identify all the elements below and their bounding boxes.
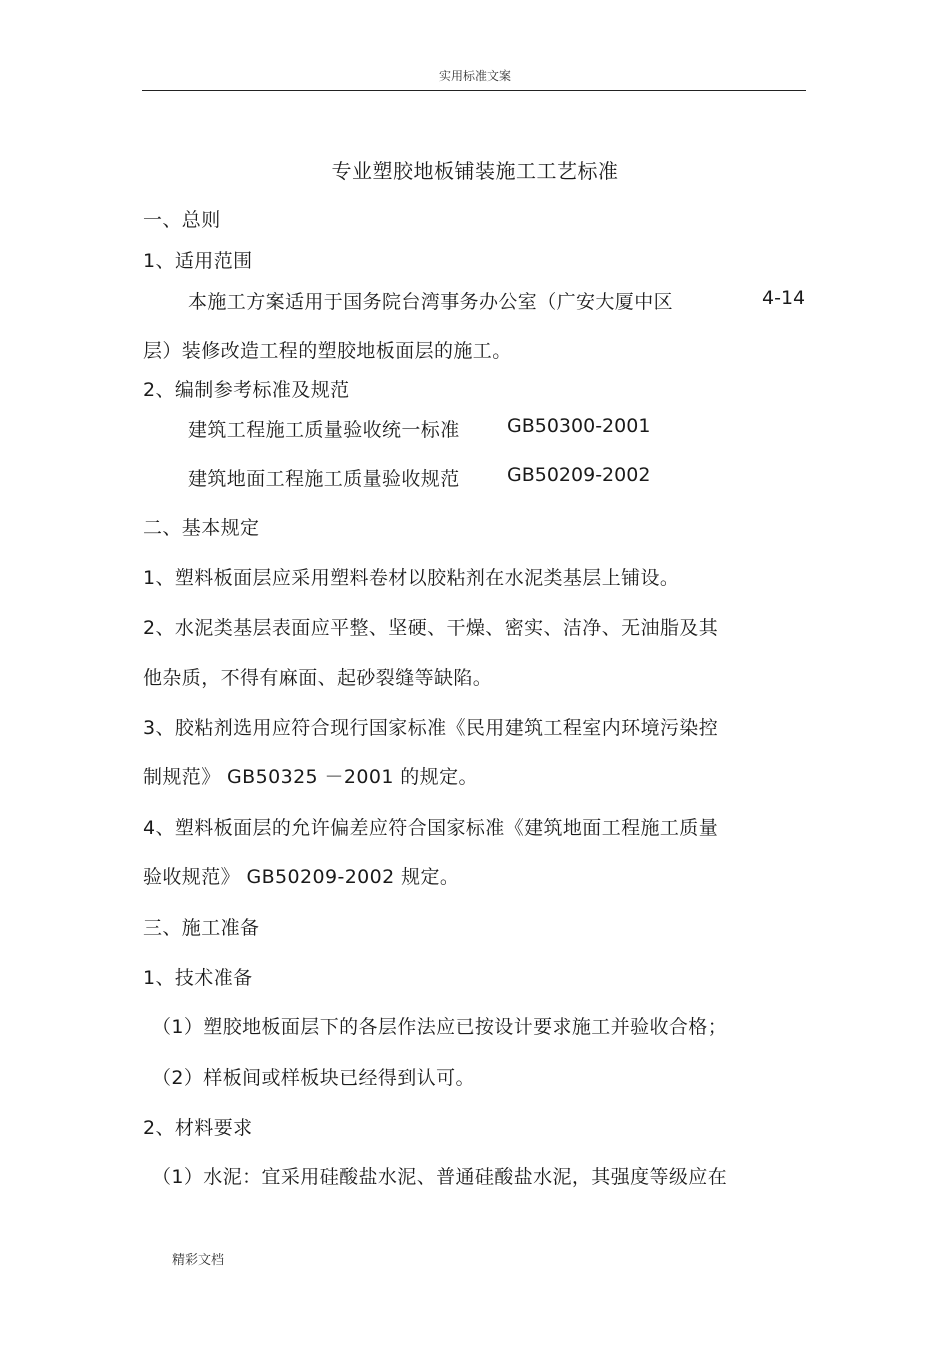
paragraph-line: 4、塑料板面层的允许偏差应符合国家标准《建筑地面工程施工质量 [143, 817, 719, 839]
paragraph-line: 本施工方案适用于国务院台湾事务办公室（广安大厦中区 [188, 291, 674, 313]
paragraph-line: 3、胶粘剂选用应符合现行国家标准《民用建筑工程室内环境污染控 [143, 717, 719, 739]
paragraph-line: 验收规范》 GB50209-2002 规定。 [143, 866, 460, 888]
subheading-references: 2、编制参考标准及规范 [143, 379, 350, 401]
paragraph-line: 制规范》 GB50325 －2001 的规定。 [143, 766, 478, 788]
list-item: （2）样板间或样板块已经得到认可。 [152, 1067, 475, 1089]
standard-name: 建筑工程施工质量验收统一标准 [188, 419, 460, 441]
section-heading-general: 一、总则 [143, 209, 221, 231]
page-footer: 精彩文档 [172, 1253, 225, 1268]
subheading-scope: 1、适用范围 [143, 250, 253, 272]
subheading-technical: 1、技术准备 [143, 967, 253, 989]
subheading-materials: 2、材料要求 [143, 1117, 253, 1139]
list-item: （1）水泥：宜采用硅酸盐水泥、普通硅酸盐水泥，其强度等级应在 [152, 1166, 728, 1188]
paragraph-line: 他杂质，不得有麻面、起砂裂缝等缺陷。 [143, 667, 493, 689]
paragraph-line: 2、水泥类基层表面应平整、坚硬、干燥、密实、洁净、无油脂及其 [143, 617, 719, 639]
paragraph-line: 层）装修改造工程的塑胶地板面层的施工。 [143, 340, 512, 362]
standard-code: GB50300-2001 [507, 415, 651, 437]
section-heading-preparation: 三、施工准备 [143, 917, 260, 939]
section-heading-basic-rules: 二、基本规定 [143, 517, 260, 539]
paragraph-line: 1、塑料板面层应采用塑料卷材以胶粘剂在水泥类基层上铺设。 [143, 567, 680, 589]
header-divider [142, 90, 806, 91]
list-item: （1）塑胶地板面层下的各层作法应已按设计要求施工并验收合格； [152, 1016, 728, 1038]
page-header: 实用标准文案 [438, 69, 511, 83]
standard-name: 建筑地面工程施工质量验收规范 [188, 468, 460, 490]
standard-code: GB50209-2002 [507, 464, 651, 486]
floor-range: 4-14 [762, 287, 806, 309]
document-title: 专业塑胶地板铺装施工工艺标准 [331, 159, 619, 183]
